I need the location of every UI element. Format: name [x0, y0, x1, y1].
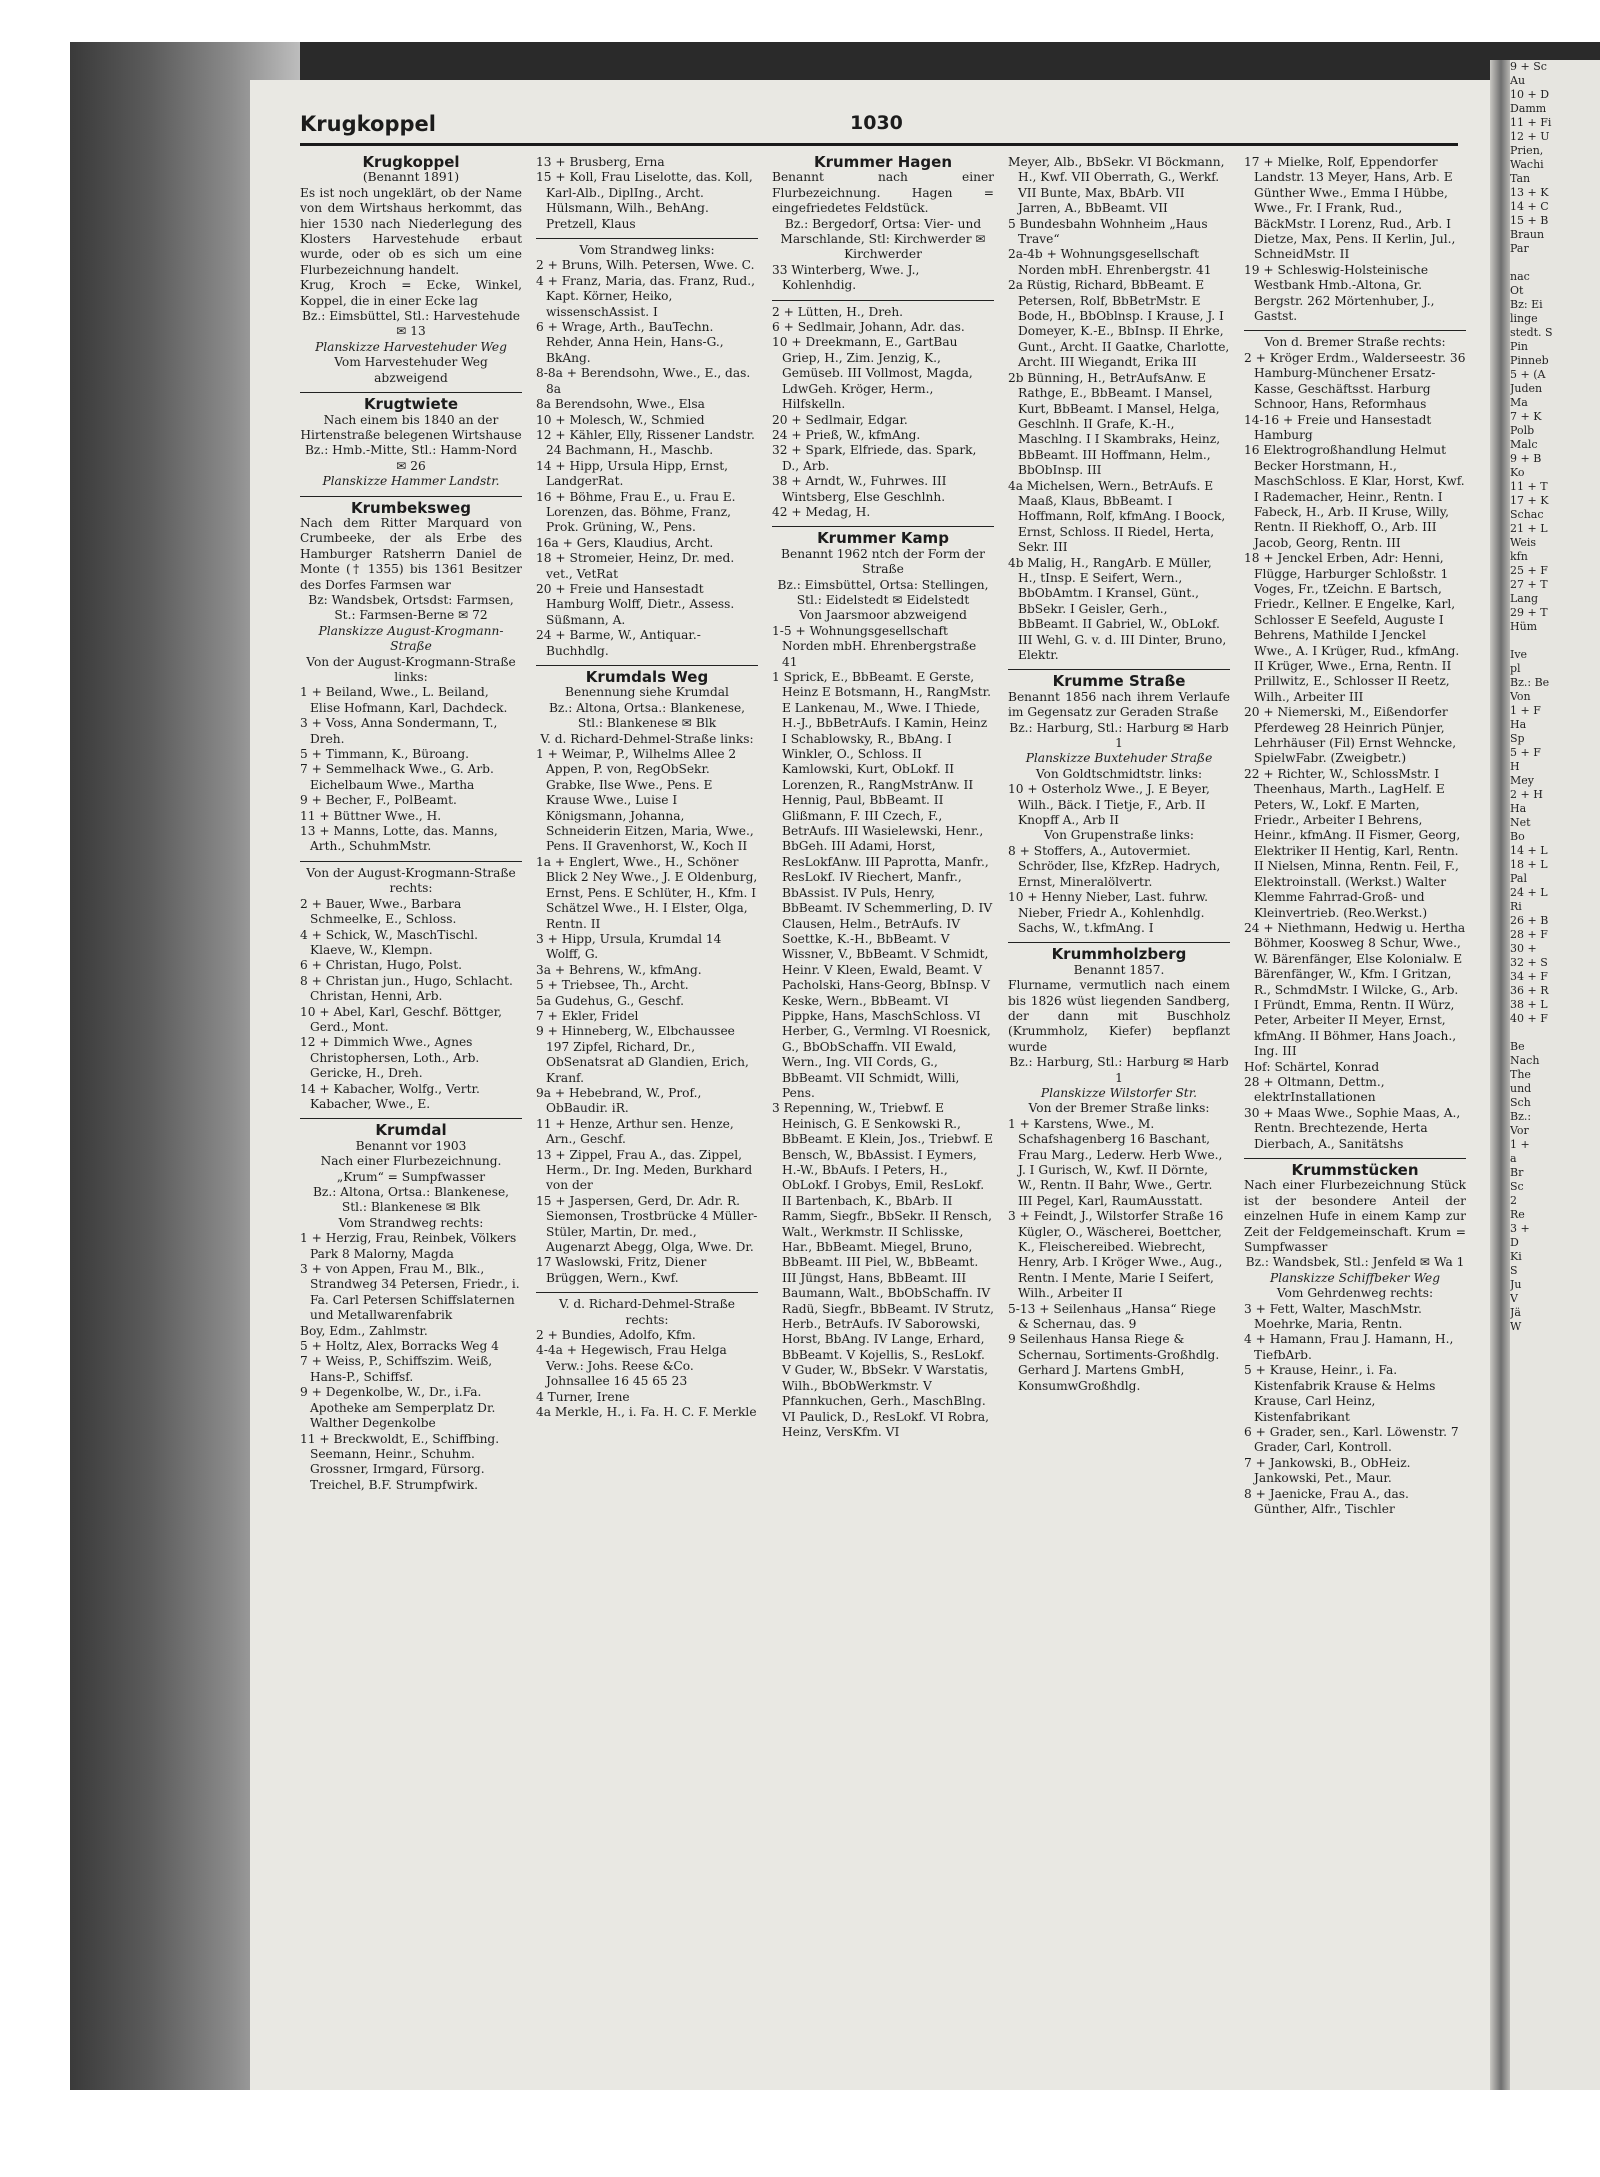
- next-page-line: Vor: [1510, 1124, 1529, 1137]
- street-heading: Krumdal: [375, 1121, 447, 1140]
- section-rule: [1244, 330, 1466, 331]
- info-line: Vom Gehrdenweg rechts:: [1276, 1286, 1434, 1301]
- directory-entry: 17 + Mielke, Rolf, Eppendorfer Landstr. 13 Meyer, Hans, Arb. E Günther Wwe., Emma I Hübbe, Wwe., Fr. I Frank, Rud., BäckMstr. I Lorenz, Rud., Arb. I Dietze, Max, Pens. II Kerlin, Jul., SchneidMstr. II: [1244, 155, 1456, 262]
- directory-entry: 2 + Kröger Erdm., Walderseestr. 36 Hamburg-Münchener Ersatz-Kasse, Geschäftsst. Harburg Schnoor, Hans, Reformhaus: [1244, 350, 1466, 412]
- description-text: Es ist noch ungeklärt, ob der Name von dem Wirtshaus herkommt, das hier 1530 nach Niederlegung des Klosters Harvestehude erbaut wurde, oder ob es sich um eine Flurbezeichnung handelt.: [300, 185, 522, 277]
- next-page-line: nac: [1510, 270, 1530, 283]
- next-page-line: D: [1510, 1236, 1519, 1249]
- next-page-line: [1510, 1026, 1600, 1040]
- description-text: Nach dem Ritter Marquard von Crumbeeke, der als Erbe des Hamburger Ratsherrn Daniel de Monte († 1355) bis 1361 Besitzer des Dorfes Farmsen war: [300, 515, 522, 592]
- directory-entry: 3 + von Appen, Frau M., Blk., Strandweg 34 Petersen, Friedr., i. Fa. Carl Petersen Schiffslaternen und Metallwarenfabrik: [300, 1262, 520, 1323]
- next-page-line: 25 + F: [1510, 564, 1548, 577]
- next-page-line: Tan: [1510, 172, 1531, 185]
- next-page-line: 3 +: [1510, 1222, 1530, 1235]
- directory-entry: 20 + Sedlmair, Edgar.: [772, 412, 908, 427]
- directory-entry: 6 + Sedlmair, Johann, Adr. das.: [772, 320, 965, 335]
- next-page-line: 38 + L: [1510, 998, 1548, 1011]
- section-rule: [1244, 1158, 1466, 1159]
- next-page-line: kfn: [1510, 550, 1528, 563]
- street-heading: Krummholzberg: [1051, 945, 1187, 964]
- map-reference: Planskizze Hammer Landstr.: [322, 474, 500, 489]
- info-line: Benennung siehe Krumdal: [565, 685, 729, 700]
- description-text: Benannt 1856 nach ihrem Verlaufe im Gegensatz zur Geraden Straße: [1008, 689, 1230, 720]
- next-page-line: stedt. S: [1510, 326, 1553, 339]
- page-number: 1030: [850, 112, 903, 134]
- next-page-line: Sc: [1510, 1180, 1524, 1193]
- directory-entry: 15 + Koll, Frau Liselotte, das. Koll, Karl-Alb., DiplIng., Archt. Hülsmann, Wilh., BehAng. Pretzell, Klaus: [536, 170, 753, 231]
- directory-entry: 10 + Abel, Karl, Geschf. Böttger, Gerd., Mont.: [300, 1004, 502, 1034]
- section-rule: [536, 665, 758, 666]
- directory-entry: 24 + Niethmann, Hedwig u. Hertha Böhmer, Koosweg 8 Schur, Wwe., W. Bärenfänger, Else Kolonialw. E Bärenfänger, W., Kfm. I Gritzan, R., SchmdMstr. I Wilcke, G., Arb. I Fründt, Emma, Rentn. II Würz, Peter, Arbeiter II Meyer, Ernst, kfmAng. II Böhmer, Hans Joach., Ing. III: [1244, 920, 1466, 1059]
- directory-entry: 2 + Bauer, Wwe., Barbara Schmeelke, E., Schloss.: [300, 896, 462, 927]
- directory-entry: 2a-4b + Wohnungsgesellschaft Norden mbH. Ehrenbergstr. 41: [1008, 247, 1212, 277]
- section-rule: [300, 1118, 522, 1119]
- directory-entry: 30 + Maas Wwe., Sophie Maas, A., Rentn. Brechtezende, Herta Dierbach, A., Sanitätshs: [1244, 1105, 1461, 1151]
- map-reference: Planskizze Buxtehuder Straße: [1025, 751, 1213, 766]
- next-page-line: Au: [1510, 74, 1526, 87]
- directory-entry: 10 + Henny Nieber, Last. fuhrw. Nieber, Friedr A., Kohlenhdlg. Sachs, W., t.kfmAng. I: [1008, 890, 1208, 935]
- directory-entry: 20 + Freie und Hansestadt Hamburg Wolff, Dietr., Assess. Süßmann, A.: [536, 581, 735, 627]
- directory-entry: 20 + Niemerski, M., Eißendorfer Pferdeweg 28 Heinrich Pünjer, Lehrhäuser (Fil) Ernst Wehncke, SpielwFabr. (Zweigbetr.): [1244, 705, 1457, 766]
- next-page-line: 32 + S: [1510, 956, 1548, 969]
- next-page-line: Pal: [1510, 872, 1527, 885]
- next-page-line: Sch: [1510, 1096, 1531, 1109]
- directory-entry: 2a Rüstig, Richard, BbBeamt. E Petersen, Rolf, BbBetrMstr. E Bode, H., BbOblnsp. I Krause, J. I Domeyer, K.-E., BbInsp. II Ehrke, Gunt., Archt. II Gaatke, Charlotte, Archt. III Wiegandt, Erika III: [1008, 278, 1230, 370]
- next-page-line: 18 + L: [1510, 858, 1548, 871]
- directory-entry: 3 + Fett, Walter, MaschMstr. Moehrke, Maria, Rentn.: [1244, 1301, 1422, 1332]
- next-page-line: 26 + B: [1510, 914, 1549, 927]
- next-page-line: linge: [1510, 312, 1538, 325]
- directory-entry: 22 + Richter, W., SchlossMstr. I Theenhaus, Marth., LagHelf. E Peters, W., Lokf. E Marten, Friedr., Arbeiter I Behrens, Heinr., kfmAng. II Fismer, Georg, Elektriker II Hentig, Karl, Rentn. II Nielsen, Minna, Rentn. Feil, F., Elektroinstall. (Werkst.) Walter Klemme Fahrrad-Groß- und Kleinvertrieb. (Reo.Werkst.): [1244, 766, 1461, 920]
- next-page-line: [1510, 634, 1600, 648]
- next-page-line: Weis: [1510, 536, 1537, 549]
- map-reference: Planskizze August-Krogmann-Straße: [318, 623, 504, 654]
- next-page-line: Ive: [1510, 648, 1528, 661]
- info-line: V. d. Richard-Dehmel-Straße rechts:: [558, 1297, 736, 1327]
- next-page-line: W: [1510, 1320, 1522, 1333]
- street-heading: Krumme Straße: [1052, 672, 1186, 691]
- directory-entry: 1a + Englert, Wwe., H., Schöner Blick 2 Ney Wwe., J. E Oldenburg, Ernst, Pens. E Schlüter, H., Kfm. I Schätzel Wwe., H. I Elster, Olga, Rentn. II: [536, 854, 758, 931]
- section-rule: [1008, 669, 1230, 670]
- directory-entry: Boy, Edm., Zahlmstr.: [300, 1323, 428, 1338]
- directory-entry: 4-4a + Hegewisch, Frau Helga Verw.: Johs. Reese &Co. Johnsallee 16 45 65 23: [536, 1343, 727, 1389]
- directory-entry: 7 + Jankowski, B., ObHeiz. Jankowski, Pet., Maur.: [1244, 1455, 1411, 1486]
- street-heading: Krummstücken: [1291, 1161, 1419, 1179]
- next-page-line: 9 + B: [1510, 452, 1542, 465]
- next-page-line: 24 + L: [1510, 886, 1548, 899]
- next-page-line: 40 + F: [1510, 1012, 1548, 1025]
- info-line: Bz.: Wandsbek, Stl.: Jenfeld ✉ Wa 1: [1245, 1255, 1465, 1270]
- next-page-line: Bo: [1510, 830, 1525, 843]
- directory-entry: 8 + Christan jun., Hugo, Schlacht. Christan, Henni, Arb.: [300, 973, 513, 1004]
- next-page-line: Schac: [1510, 508, 1544, 521]
- directory-entry: 24 + Barme, W., Antiquar.-Buchhdlg.: [536, 628, 701, 658]
- next-page-line: Ki: [1510, 1250, 1522, 1263]
- directory-entry: 18 + Stromeier, Heinz, Dr. med. vet., VetRat: [536, 551, 735, 581]
- next-page-line: Nach: [1510, 1054, 1540, 1067]
- map-reference: Planskizze Wilstorfer Str.: [1040, 1085, 1198, 1100]
- next-page-line: 15 + B: [1510, 214, 1549, 227]
- directory-entry: 5 Bundesbahn Wohnheim „Haus Trave“: [1008, 216, 1208, 247]
- running-head: Krugkoppel: [300, 112, 436, 136]
- next-page-line: S: [1510, 1264, 1518, 1277]
- directory-entry: 11 + Büttner Wwe., H.: [300, 808, 442, 823]
- section-rule: [536, 238, 758, 239]
- next-page-line: Malc: [1510, 438, 1538, 451]
- next-page-line: Jä: [1510, 1306, 1521, 1319]
- directory-entry: 19 + Schleswig-Holsteinische Westbank Hmb.-Altona, Gr. Bergstr. 262 Mörtenhuber, J., Gastst.: [1244, 262, 1435, 324]
- info-line: Benannt 1962 ntch der Form der Straße: [781, 546, 985, 577]
- directory-entry: 14 + Kabacher, Wolfg., Vertr. Kabacher, Wwe., E.: [300, 1081, 480, 1111]
- next-page-line: Ma: [1510, 396, 1528, 409]
- next-page-line: 28 + F: [1510, 928, 1548, 941]
- info-line: Bz.: Eimsbüttel, Stl.: Harvestehude ✉ 13: [301, 309, 521, 339]
- info-line: Bz.: Eimsbüttel, Ortsa: Stellingen, Stl.: Eidelstedt ✉ Eidelstedt: [777, 577, 989, 607]
- next-page-line: Ot: [1510, 284, 1524, 297]
- column-3: [772, 155, 994, 2065]
- info-line: (Benannt 1891): [362, 170, 460, 185]
- directory-entry: 9 Seilenhaus Hansa Riege & Schernau, Sortiments-Großhdlg. Gerhard J. Martens GmbH, KonsumwGroßhdlg.: [1008, 1332, 1220, 1393]
- info-line: Bz: Wandsbek, Ortsdst: Farmsen, St.: Farmsen-Berne ✉ 72: [308, 592, 514, 623]
- directory-entry: 12 + Kähler, Elly, Rissener Landstr. 24 Bachmann, H., Maschb.: [536, 427, 755, 458]
- directory-entry: 13 + Brusberg, Erna: [536, 155, 665, 169]
- next-page-line: 2 + H: [1510, 788, 1543, 801]
- directory-entry: 5 + Holtz, Alex, Borracks Weg 4: [300, 1339, 499, 1354]
- info-line: Von der Bremer Straße links:: [1028, 1101, 1210, 1116]
- street-heading: Krumdals Weg: [585, 668, 709, 686]
- directory-entry: 3 + Feindt, J., Wilstorfer Straße 16 Kügler, O., Wäscherei, Boettcher, K., Fleischereibed. Wiebrecht, Henry, Arb. I Kröger Wwe., Aug., Rentn. I Mente, Marie I Seifert, Wilh., Arbeiter II: [1008, 1209, 1224, 1301]
- next-page-line: Polb: [1510, 424, 1535, 437]
- directory-entry: 3 Repenning, W., Triebwf. E Heinisch, G. E Senkowski R., BbBeamt. E Klein, Jos., Triebwf. E Bensch, W., BbAssist. I Eymers, H.-W., BbAufs. I Peters, H., ObLokf. I Grobys, Emil, ResLokf. II Bartenbach, K., BbArb. II Ramm, Siegfr., BbSekr. II Rensch, Walt., Werkmstr. II Schlisske, Har., BbBeamt. Miegel, Bruno, BbBeamt. III Piel, W., BbBeamt. III Jüngst, Hans, BbBeamt. III Baumann, Walt., BbObSchaffn. IV Radü, Siegfr., BbBeamt. IV Strutz, Herb., BetrAufs. IV Saborowski, Horst, BbAng. IV Lange, Erhard, BbBeamt. V Kojellis, S., ResLokf. V Guder, W., BbSekr. V Warstatis, Wilh., BbObWerkmstr. V Pfannkuchen, Gerh., MaschBlng. VI Paulick, D., ResLokf. VI Robra, Heinz, VersKfm. VI: [772, 1101, 994, 1439]
- next-page-line: 36 + R: [1510, 984, 1549, 997]
- next-page-line: 2: [1510, 1194, 1517, 1207]
- directory-entry: 42 + Medag, H.: [772, 504, 871, 519]
- next-page-line: Par: [1510, 242, 1529, 255]
- next-page-line: 9 + Sc: [1510, 60, 1547, 73]
- directory-entry: 1 Sprick, E., BbBeamt. E Gerste, Heinz E Botsmann, H., RangMstr. E Lankenau, M., Wwe. I Thiede, H.-J., BbBetrAufs. I Kamin, Heinz I Schablowsky, R., BbAng. I Winkler, O., Schloss. II Kamlowski, Kurt, ObLokf. II Lorenzen, R., RangMstrAnw. II Hennig, Paul, BbBeamt. II Glißmann, F. III Czech, F., BetrAufs. III Wasielewski, Henr., BbGeh. III Adami, Horst, ResLokfAnw. III Paprotta, Manfr., ResLokf. IV Riechert, Manfr., BbAssist. IV Puls, Henry, BbBeamt. IV Schemmerling, D. IV Clausen, Helm., BetrAufs. IV Soettke, K.-H., BbBeamt. V Wissner, V., BbBeamt. V Schmidt, Heinr. V Kleen, Ewald, Beamt. V Pacholski, Hans-Georg, BbInsp. V Keske, Wern., BbBeamt. VI Pippke, Hans, MaschSchloss. VI Herber, G., Vermlng. VI Roesnick, G., BbObSchaffn. VII Ewald, Wern., Ing. VII Cords, G., BbBeamt. VII Schmidt, Willi, Pens.: [772, 670, 993, 1100]
- directory-entry: 5-13 + Seilenhaus „Hansa“ Riege & Schernau, das. 9: [1008, 1301, 1216, 1332]
- directory-entry: 3a + Behrens, W., kfmAng.: [536, 962, 702, 977]
- directory-entry: 5 + Krause, Heinr., i. Fa. Kistenfabrik Krause & Helms Krause, Carl Heinz, Kistenfabrikant: [1244, 1363, 1436, 1424]
- next-page-line: 1 + F: [1510, 704, 1541, 717]
- next-page-line: 1 +: [1510, 1138, 1530, 1151]
- directory-entry: 1 + Karstens, Wwe., M. Schafshagenberg 16 Baschant, Frau Marg., Lederw. Herb Wwe., J. I Gurisch, W., Kwf. II Dörnte, W., Rentn. II Bahr, Wwe., Gertr. III Pegel, Karl, RaumAusstatt.: [1008, 1116, 1223, 1208]
- directory-entry: 14-16 + Freie und Hansestadt Hamburg: [1244, 412, 1432, 442]
- next-page-line: Mey: [1510, 774, 1534, 787]
- description-text: Benannt nach einer Flurbezeichnung. Hagen = eingefriedetes Feldstück.: [772, 170, 994, 216]
- directory-entry: 5a Gudehus, G., Geschf.: [536, 993, 684, 1008]
- header-rule: [300, 143, 1458, 146]
- info-line: Bz.: Harburg, Stl.: Harburg ✉ Harb 1: [1009, 720, 1229, 751]
- next-page-line: Prien,: [1510, 144, 1544, 157]
- info-line: Nach einer Flurbezeichnung. „Krum“ = Sumpfwasser: [320, 1154, 502, 1184]
- next-page-line: Ju: [1510, 1278, 1522, 1291]
- next-page-line: Ha: [1510, 802, 1527, 815]
- next-page-line: Pinneb: [1510, 354, 1549, 367]
- section-rule: [300, 392, 522, 393]
- next-page-line: Damm: [1510, 102, 1547, 115]
- next-page-line: Ri: [1510, 900, 1522, 913]
- directory-entry: 9 + Hinneberg, W., Elbchaussee 197 Zipfel, Richard, Dr., ObSenatsrat aD Glandien, Erich, Kranf.: [536, 1024, 749, 1085]
- directory-entry: 2 + Lütten, H., Dreh.: [772, 304, 904, 319]
- street-heading: Krugtwiete: [363, 395, 459, 414]
- book-gutter: [1490, 60, 1512, 2090]
- next-page-line: 21 + L: [1510, 522, 1548, 535]
- info-line: Von Goldtschmidtstr. links:: [1035, 766, 1203, 781]
- directory-entry: 6 + Grader, sen., Karl. Löwenstr. 7 Grader, Carl, Kontroll.: [1244, 1424, 1459, 1455]
- map-reference: Planskizze Schiffbeker Weg: [1269, 1270, 1441, 1285]
- directory-entry: 10 + Molesch, W., Schmied: [536, 412, 705, 427]
- directory-entry: 18 + Jenckel Erben, Adr: Henni, Flügge, Harburger Schloßstr. 1 Voges, Fr., tZeichn. E Bartsch, Friedr., Kellner. E Engelke, Karl, Schlosser E Seefeld, Auguste I Behrens, Mathilde I Jenckel Wwe., A. I Krüger, Rud., kfmAng. II Krüger, Wwe., Erna, Rentn. II Prillwitz, E., Schlosser II Reetz, Wilh., Arbeiter III: [1244, 551, 1460, 704]
- info-line: Von d. Bremer Straße rechts:: [1264, 335, 1446, 350]
- next-page-line: Lang: [1510, 592, 1538, 605]
- description-text: Nach einer Flurbezeichnung Stück ist der besondere Anteil der einzelnen Hufe in einem Kamp zur Zeit der Feldgemeinschaft. Krum = Sumpfwasser: [1244, 1178, 1466, 1255]
- directory-entry: 16a + Gers, Klaudius, Archt.: [536, 535, 714, 550]
- next-page-line: Re: [1510, 1208, 1525, 1221]
- next-page-line: Juden: [1510, 382, 1543, 395]
- next-page-line: Ha: [1510, 718, 1527, 731]
- info-line: Bz.: Bergedorf, Ortsa: Vier- und Marschlande, Stl: Kirchwerder ✉ Kirchwerder: [780, 216, 986, 262]
- directory-entry: 32 + Spark, Elfriede, das. Spark, D., Arb.: [772, 443, 977, 473]
- directory-entry: 7 + Weiss, P., Schiffszim. Weiß, Hans-P., Schiffsf.: [300, 1354, 493, 1384]
- description-text: Krug, Kroch = Ecke, Winkel, Koppel, die in einer Ecke lag: [300, 278, 522, 308]
- info-line: Nach einem bis 1840 an der Hirtenstraße belegenen Wirtshause: [300, 412, 522, 442]
- next-page-line: Net: [1510, 816, 1531, 829]
- directory-entry: Meyer, Alb., BbSekr. VI Böckmann, H., Kwf. VII Oberrath, G., Werkf. VII Bunte, Max, BbArb. VII Jarren, A., BbBeamt. VII: [1008, 155, 1225, 216]
- directory-entry: 33 Winterberg, Wwe. J., Kohlenhdig.: [772, 262, 920, 293]
- directory-entry: 1-5 + Wohnungsgesellschaft Norden mbH. Ehrenbergstraße 41: [772, 623, 977, 669]
- directory-entry: 11 + Breckwoldt, E., Schiffbing. Seemann, Heinr., Schuhm. Grossner, Irmgard, Fürsorg. Treichel, B.F. Strumpfwirk.: [300, 1431, 500, 1492]
- next-page-line: 11 + T: [1510, 480, 1548, 493]
- directory-entry: Hof: Schärtel, Konrad: [1244, 1059, 1380, 1074]
- next-page-line: Br: [1510, 1166, 1524, 1179]
- directory-entry: 4 + Franz, Maria, das. Franz, Rud., Kapt. Körner, Heiko, wissenschAssist. I: [536, 273, 755, 319]
- directory-entry: 12 + Dimmich Wwe., Agnes Christophersen, Loth., Arb. Gericke, H., Dreh.: [300, 1035, 480, 1081]
- street-heading: Krumbeksweg: [351, 498, 471, 517]
- directory-entry: 3 + Hipp, Ursula, Krumdal 14 Wolff, G.: [536, 931, 722, 962]
- section-rule: [1008, 942, 1230, 943]
- section-rule: [300, 496, 522, 497]
- info-line: Bz.: Hmb.-Mitte, Stl.: Hamm-Nord ✉ 26: [304, 443, 518, 473]
- next-page-line: 34 + F: [1510, 970, 1548, 983]
- next-page-line: 7 + K: [1510, 410, 1542, 423]
- directory-entry: 9a + Hebebrand, W., Prof., ObBaudir. iR.: [536, 1085, 702, 1116]
- next-page-line: Be: [1510, 1040, 1525, 1053]
- section-rule: [772, 526, 994, 527]
- next-page-line: Bz: Ei: [1510, 298, 1543, 311]
- directory-entry: 8-8a + Berendsohn, Wwe., E., das. 8a: [536, 366, 751, 396]
- section-rule: [300, 861, 522, 862]
- next-page-line: 29 + T: [1510, 606, 1548, 619]
- street-heading: Krugkoppel: [362, 155, 460, 171]
- info-line: Benannt 1857.: [1073, 962, 1165, 977]
- info-line: Vom Harvestehuder Weg abzweigend: [334, 355, 488, 385]
- next-page-line: Braun: [1510, 228, 1545, 241]
- info-line: V. d. Richard-Dehmel-Straße links:: [540, 731, 754, 746]
- directory-entry: 1 + Beiland, Wwe., L. Beiland, Elise Hofmann, Karl, Dachdeck.: [300, 685, 508, 715]
- directory-entry: 4a Merkle, H., i. Fa. H. C. F. Merkle: [536, 1405, 757, 1420]
- directory-entry: 5 + Timmann, K., Büroang.: [300, 747, 470, 762]
- directory-entry: 3 + Voss, Anna Sondermann, T., Dreh.: [300, 716, 498, 746]
- next-page-line: [1510, 256, 1600, 270]
- column-4: [1008, 155, 1230, 2065]
- next-page-line: V: [1510, 1292, 1518, 1305]
- directory-entry: 9 + Becher, F., PolBeamt.: [300, 793, 457, 808]
- next-page-line: Hüm: [1510, 620, 1538, 633]
- directory-entry: 8 + Jaenicke, Frau A., das. Günther, Alfr., Tischler: [1244, 1486, 1409, 1516]
- info-line: Bz.: Harburg, Stl.: Harburg ✉ Harb 1: [1009, 1055, 1229, 1085]
- street-heading: Krummer Hagen: [813, 155, 953, 171]
- directory-entry: 1 + Weimar, P., Wilhelms Allee 2 Appen, P. von, RegObSekr. Grabke, Ilse Wwe., Pens. E Krause Wwe., Luise I Königsmann, Johanna, Schneiderin Eitzen, Maria, Wwe., Pens. II Gravenhorst, W., Koch II: [536, 747, 754, 854]
- directory-entry: 16 Elektrogroßhandlung Helmut Becker Horstmann, H., MaschSchloss. E Klar, Horst, Kwf. I Rademacher, Heinr., Rentn. I Fabeck, H., Arb. II Kruse, Willy, Rentn. II Riekhoff, O., Arb. III Jacob, Georg, Rentn. III: [1244, 443, 1465, 550]
- next-page-line: Pin: [1510, 340, 1529, 353]
- directory-entry: 9 + Degenkolbe, W., Dr., i.Fa. Apotheke am Semperplatz Dr. Walther Degenkolbe: [300, 1385, 496, 1431]
- directory-entry: 16 + Böhme, Frau E., u. Frau E. Lorenzen, das. Böhme, Franz, Prok. Grüning, W., Pens.: [536, 489, 736, 535]
- next-page-line: 13 + K: [1510, 186, 1549, 199]
- next-page-line: und: [1510, 1082, 1532, 1095]
- next-page-line: Ko: [1510, 466, 1525, 479]
- directory-entry: 13 + Zippel, Frau A., das. Zippel, Herm., Dr. Ing. Meden, Burkhard von der: [536, 1147, 753, 1193]
- directory-entry: 11 + Henze, Arthur sen. Henze, Arn., Geschf.: [536, 1116, 734, 1147]
- info-line: Bz.: Altona, Ortsa.: Blankenese, Stl.: Blankenese ✉ Blk: [312, 1185, 510, 1215]
- column-5: [1244, 155, 1466, 2065]
- next-page-line: 14 + L: [1510, 844, 1548, 857]
- directory-entry: 5 + Triebsee, Th., Archt.: [536, 978, 689, 993]
- next-page-line: 12 + U: [1510, 130, 1550, 143]
- column-2: [536, 155, 758, 2065]
- next-page-line: Von: [1510, 690, 1531, 703]
- directory-entry: 4a Michelsen, Wern., BetrAufs. E Maaß, Klaus, BbBeamt. I Hoffmann, Rolf, kfmAng. I Boock, Ernst, Schloss. II Riedel, Herta, Sekr. III: [1008, 478, 1226, 555]
- info-line: Von der August-Krogmann-Straße links:: [306, 654, 516, 684]
- column-1: [300, 155, 522, 2065]
- info-line: Benannt vor 1903: [355, 1138, 467, 1153]
- directory-entry: 1 + Herzig, Frau, Reinbek, Völkers Park 8 Malorny, Magda: [300, 1231, 517, 1261]
- directory-entry: 15 + Jaspersen, Gerd, Dr. Adr. R. Siemonsen, Trostbrücke 4 Müller-Stüler, Martin, Dr. med., Augenarzt Abegg, Olga, Wwe. Dr.: [536, 1193, 758, 1255]
- directory-entry: 6 + Wrage, Arth., BauTechn. Rehder, Anna Hein, Hans-G., BkAng.: [536, 320, 724, 365]
- next-page-line: a: [1510, 1152, 1517, 1165]
- next-page-line: 11 + Fi: [1510, 116, 1552, 129]
- section-rule: [772, 300, 994, 301]
- next-page-line: 17 + K: [1510, 494, 1549, 507]
- directory-entry: 10 + Osterholz Wwe., J. E Beyer, Wilh., Bäck. I Tietje, F., Arb. II Knopff A., Arb II: [1008, 782, 1210, 828]
- directory-entry: 24 + Prieß, W., kfmAng.: [772, 427, 921, 442]
- next-page-line: 14 + C: [1510, 200, 1549, 213]
- info-line: Von Jaarsmoor abzweigend: [799, 608, 967, 623]
- next-page-line: 30 +: [1510, 942, 1537, 955]
- directory-entry: 4 + Hamann, Frau J. Hamann, H., TiefbArb.: [1244, 1332, 1454, 1362]
- street-heading: Krummer Kamp: [817, 529, 949, 548]
- next-page-fragment: [1510, 60, 1600, 2090]
- directory-entry: 10 + Dreekmann, E., GartBau Griep, H., Zim. Jenzig, K., Gemüseb. III Vollmost, Magda, LdwGeh. Kröger, Herm., Hilfskelln.: [772, 335, 973, 412]
- directory-entry: 38 + Arndt, W., Fuhrwes. III Wintsberg, Else Geschlnh.: [772, 474, 947, 504]
- info-line: Bz.: Altona, Ortsa.: Blankenese, Stl.: Blankenese ✉ Blk: [548, 700, 746, 731]
- directory-entry: 28 + Oltmann, Dettm., elektrInstallationen: [1244, 1074, 1385, 1105]
- next-page-line: The: [1510, 1068, 1531, 1081]
- info-line: Von Grupenstraße links:: [1044, 828, 1194, 843]
- directory-entry: 6 + Christan, Hugo, Polst.: [300, 958, 462, 973]
- directory-entry: 4 + Schick, W., MaschTischl. Klaeve, W., Klempn.: [300, 927, 479, 957]
- directory-entry: 7 + Ekler, Fridel: [536, 1008, 639, 1023]
- info-line: Vom Strandweg rechts:: [338, 1215, 484, 1230]
- next-page-line: 27 + T: [1510, 578, 1548, 591]
- directory-entry: 13 + Manns, Lotte, das. Manns, Arth., SchuhmMstr.: [300, 824, 498, 854]
- info-line: Vom Strandweg links:: [579, 243, 715, 258]
- directory-entry: 8a Berendsohn, Wwe., Elsa: [536, 397, 705, 412]
- section-rule: [536, 1292, 758, 1293]
- map-reference: Planskizze Harvestehuder Weg: [315, 339, 507, 354]
- next-page-line: Wachi: [1510, 158, 1544, 171]
- directory-entry: 17 Waslowski, Fritz, Diener Brüggen, Wern., Kwf.: [536, 1255, 707, 1285]
- directory-entry: 8 + Stoffers, A., Autovermiet. Schröder, Ilse, KfzRep. Hadrych, Ernst, Mineralölvertr.: [1008, 843, 1221, 889]
- next-page-line: 10 + D: [1510, 88, 1550, 101]
- directory-entry: 7 + Semmelhack Wwe., G. Arb. Eichelbaum Wwe., Martha: [300, 762, 494, 792]
- directory-entry: 4 Turner, Irene: [536, 1389, 630, 1404]
- next-page-line: Sp: [1510, 732, 1525, 745]
- description-text: Flurname, vermutlich nach einem bis 1826 wüst liegenden Sandberg, der dann mit Buschholz (Krummholz, Kiefer) bepflanzt wurde: [1008, 978, 1230, 1054]
- directory-entry: 14 + Hipp, Ursula Hipp, Ernst, LandgerRat.: [536, 458, 729, 489]
- next-page-line: Bz.: Be: [1510, 676, 1550, 689]
- directory-entry: 2 + Bundies, Adolfo, Kfm.: [536, 1328, 696, 1343]
- next-page-line: 5 + (A: [1510, 368, 1546, 381]
- directory-entry: 4b Malig, H., RangArb. E Müller, H., tInsp. E Seifert, Wern., BbObAmtm. I Kransel, Günt., BbSekr. I Geisler, Gerh., BbBeamt. II Gabriel, W., ObLokf. III Wehl, G. v. d. III Dinter, Bruno, Elektr.: [1008, 555, 1227, 662]
- next-page-line: pl: [1510, 662, 1521, 675]
- next-page-line: Bz.:: [1510, 1110, 1532, 1123]
- next-page-line: 5 + F: [1510, 746, 1541, 759]
- info-line: Von der August-Krogmann-Straße rechts:: [306, 865, 516, 896]
- directory-entry: 2b Bünning, H., BetrAufsAnw. E Rathge, E., BbBeamt. I Mansel, Kurt, BbBeamt. I Mansel, Helga, Geschlnh. II Grafe, K.-H., Maschlng. I I Skambraks, Heinz, BbBeamt. III Hoffmann, Helm., BbObInsp. III: [1008, 370, 1221, 478]
- directory-entry: 2 + Bruns, Wilh. Petersen, Wwe. C.: [536, 258, 755, 273]
- next-page-line: H: [1510, 760, 1520, 773]
